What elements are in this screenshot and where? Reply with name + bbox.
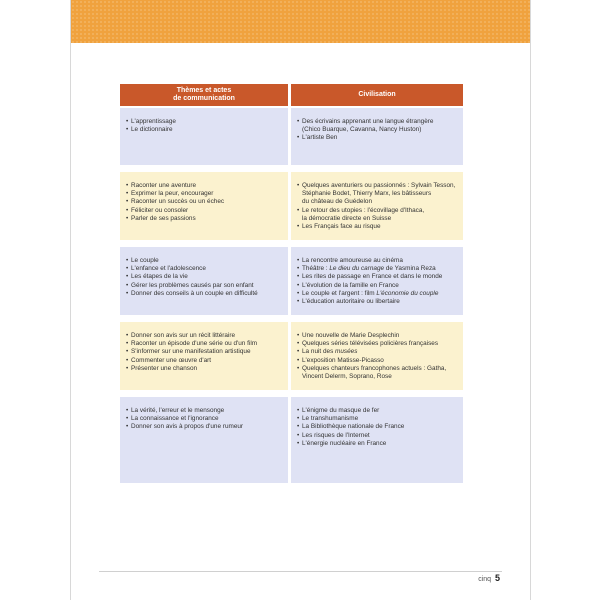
themes-cell [120,397,288,483]
list-item: • Les rites de passage en France et dans le monde [297,273,457,281]
themes-cell [120,322,288,390]
themes-cell [120,247,288,315]
list-item: • La nuit des musées [297,348,457,356]
themes-cell [120,172,288,240]
page-number: 5 [494,573,500,583]
civilisation-cell [291,172,463,240]
table-row [120,397,463,483]
list-item: • Donner son avis à propos d'une rumeur [126,423,282,431]
list-item: • Le dictionnaire [126,126,282,134]
list-item: • L'apprentissage [126,118,282,126]
header-civilisation [291,84,463,106]
bullet-list [126,257,282,298]
list-item: • Les étapes de la vie [126,273,282,281]
list-item: • Donner son avis sur un récit littéraire [126,332,282,340]
list-item: • Le retour des utopies : l'écovillage d'Ithaca, la démocratie directe en Suisse [297,207,457,223]
list-item: • L'évolution de la famille en France [297,282,457,290]
list-item: • Théâtre : Le dieu du carnage de Yasmina Reza [297,265,457,273]
bullet-list [126,182,282,223]
table-row [120,247,463,315]
top-decorative-band [71,0,530,43]
bullet-list [297,332,457,381]
list-item: • Les risques de l'Internet [297,432,457,440]
list-item: • L'énigme du masque de fer [297,407,457,415]
footer-divider [99,571,502,572]
list-item: • L'artiste Ben [297,134,457,142]
table-row [120,172,463,240]
list-item: • Parler de ses passions [126,215,282,223]
civilisation-cell [291,322,463,390]
bullet-list [297,118,457,143]
bullet-list [297,182,457,231]
civilisation-cell [291,247,463,315]
list-item: • Gérer les problèmes causés par son enfant [126,282,282,290]
list-item: • Le transhumanisme [297,415,457,423]
bullet-list [297,257,457,306]
list-item: • Raconter un épisode d'une série ou d'un film [126,340,282,348]
list-item: • Quelques aventuriers ou passionnés : Sylvain Tesson, Stéphanie Bodet, Thierry Marx, les bâtisseurs du château de Guédelon [297,182,457,207]
list-item: • Le couple et l'argent : film L'économie du couple [297,290,457,298]
header-themes [120,84,288,106]
list-item: • Le couple [126,257,282,265]
list-item: • L'éducation autoritaire ou libertaire [297,298,457,306]
list-item: • La Bibliothèque nationale de France [297,423,457,431]
list-item: • Quelques chanteurs francophones actuels : Gatha, Vincent Delerm, Soprano, Rose [297,365,457,381]
page [70,0,531,600]
table-header-row [120,84,463,106]
list-item: • La rencontre amoureuse au cinéma [297,257,457,265]
list-item: • Quelques séries télévisées policières françaises [297,340,457,348]
header-civilisation-label: Civilisation [358,91,396,98]
bullet-list [126,407,282,432]
list-item: • Donner des conseils à un couple en difficulté [126,290,282,298]
syllabus-table [120,84,463,447]
page-footer [478,573,500,583]
list-item: • Présenter une chanson [126,365,282,373]
list-item: • S'informer sur une manifestation artistique [126,348,282,356]
civilisation-cell [291,397,463,483]
list-item: • L'exposition Matisse-Picasso [297,357,457,365]
themes-cell [120,108,288,165]
list-item: • Commenter une œuvre d'art [126,357,282,365]
civilisation-cell [291,108,463,165]
list-item: • La vérité, l'erreur et le mensonge [126,407,282,415]
list-item: • Des écrivains apprenant une langue étrangère (Chico Buarque, Cavanna, Nancy Huston) [297,118,457,134]
table-row [120,108,463,165]
list-item: • Exprimer la peur, encourager [126,190,282,198]
list-item: • L'énergie nucléaire en France [297,440,457,448]
bullet-list [297,407,457,448]
list-item: • Raconter une aventure [126,182,282,190]
table-row [120,322,463,390]
list-item: • Raconter un succès ou un échec [126,198,282,206]
page-number-word: cinq [478,576,492,583]
list-item: • L'enfance et l'adolescence [126,265,282,273]
header-themes-label: Thèmes et actes de communication [173,87,235,102]
list-item: • Féliciter ou consoler [126,207,282,215]
list-item: • La connaissance et l'ignorance [126,415,282,423]
list-item: • Les Français face au risque [297,223,457,231]
bullet-list [126,118,282,134]
bullet-list [126,332,282,373]
list-item: • Une nouvelle de Marie Desplechin [297,332,457,340]
